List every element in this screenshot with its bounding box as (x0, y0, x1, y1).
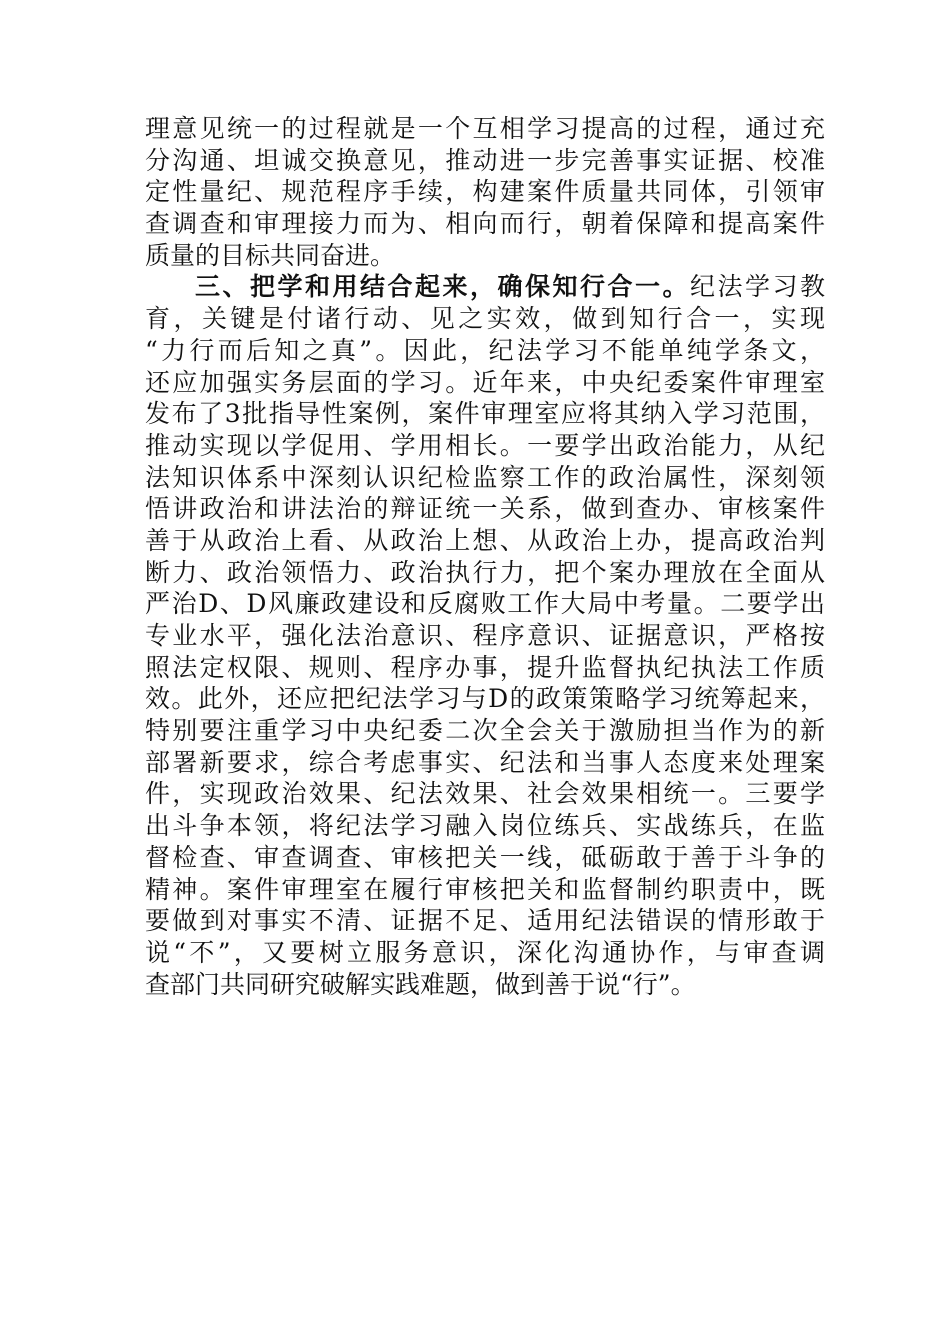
text-line: 专业水平，强化法治意识、程序意识、证据意识，严格按 (145, 621, 825, 650)
text-line: 严治D、D风廉政建设和反腐败工作大局中考量。二要学出 (145, 589, 825, 619)
text-line: 督检查、审查调查、审核把关一线，砥砺敢于善于斗争的 (145, 842, 825, 872)
section-heading: 三、把学和用结合起来，确保知行合一。 (195, 272, 690, 302)
text-line: 悟讲政治和讲法治的辩证统一关系，做到查办、审核案件 (145, 494, 825, 524)
text-line: 照法定权限、规则、程序办事，提升监督执纪执法工作质 (145, 652, 825, 682)
text-line: 说“不”，又要树立服务意识，深化沟通协作，与审查调 (145, 937, 825, 967)
text-line: 理意见统一的过程就是一个互相学习提高的过程，通过充 (145, 114, 825, 143)
text-line: “力行而后知之真”。因此，纪法学习不能单纯学条文， (145, 335, 825, 365)
text-line: 件，实现政治效果、纪法效果、社会效果相统一。三要学 (145, 779, 825, 809)
heading-line-rest: 纪法学习教 (689, 272, 825, 302)
text-line: 出斗争本领，将纪法学习融入岗位练兵、实战练兵，在监 (145, 811, 825, 841)
paragraph-1 (145, 113, 825, 271)
text-line: 分沟通、坦诚交换意见，推动进一步完善事实证据、校准 (145, 145, 825, 175)
text-line: 查调查和审理接力而为、相向而行，朝着保障和提高案件 (145, 209, 825, 239)
text-line: 特别要注重学习中央纪委二次全会关于激励担当作为的新 (145, 716, 825, 746)
text-line: 推动实现以学促用、学用相长。一要学出政治能力，从纪 (145, 430, 825, 460)
text-line: 发布了3批指导性案例，案件审理室应将其纳入学习范围， (145, 399, 825, 429)
text-line: 部署新要求，综合考虑事实、纪法和当事人态度来处理案 (145, 747, 825, 777)
text-line: 法知识体系中深刻认识纪检监察工作的政治属性，深刻领 (145, 462, 825, 492)
text-line: 质量的目标共同奋进。 (145, 240, 396, 270)
text-line (145, 271, 825, 303)
text-line: 断力、政治领悟力、政治执行力，把个案办理放在全面从 (145, 557, 825, 587)
document-page (145, 113, 825, 1000)
text-line: 查部门共同研究破解实践难题，做到善于说“行”。 (145, 969, 696, 999)
text-line: 要做到对事实不清、证据不足、适用纪法错误的情形敢于 (145, 906, 825, 936)
text-line: 定性量纪、规范程序手续，构建案件质量共同体，引领审 (145, 177, 825, 207)
text-line: 育，关键是付诸行动、见之实效，做到知行合一，实现 (145, 304, 825, 334)
paragraph-2 (145, 271, 825, 1000)
text-line: 效。此外，还应把纪法学习与D的政策策略学习统筹起来， (145, 684, 825, 714)
text-line: 还应加强实务层面的学习。近年来，中央纪委案件审理室 (145, 367, 825, 397)
text-line: 善于从政治上看、从政治上想、从政治上办，提高政治判 (145, 525, 825, 555)
text-line: 精神。案件审理室在履行审核把关和监督制约职责中，既 (145, 874, 825, 904)
